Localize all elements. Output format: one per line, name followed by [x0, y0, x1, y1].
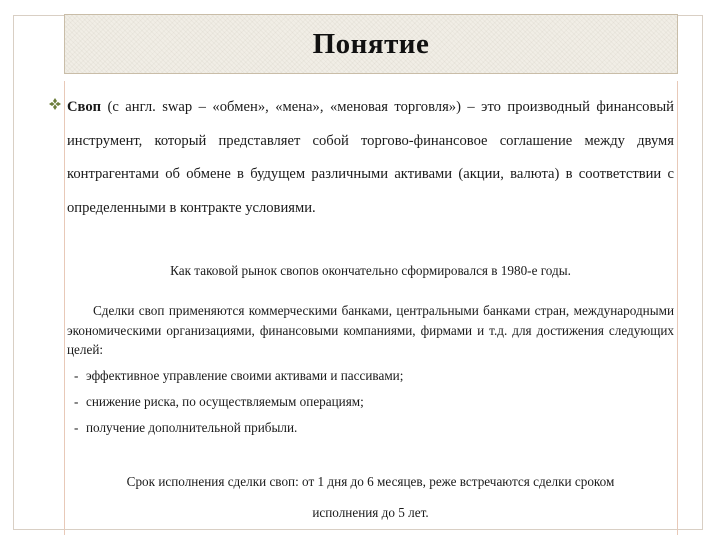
definition-text: (с англ. swap – «обмен», «мена», «меновая торговля») – это производный финансовый инструмент, который представляет собой торгово-финансовое соглашение между двумя контрагентами об обмене в будущем различными активами (акции, валюта) в соответствии с определенными в контракте условиями.: [67, 99, 674, 216]
diamond-bullet-icon: [48, 97, 62, 111]
list-item: - эффективное управление своими активами и пассивами;: [74, 368, 404, 383]
goal-text: получение дополнительной прибыли.: [86, 420, 298, 435]
term-line-2: исполнения до 5 лет.: [312, 505, 429, 520]
usage-paragraph: [67, 301, 674, 360]
list-item: - получение дополнительной прибыли.: [74, 420, 298, 435]
slide-title: Понятие: [312, 27, 430, 60]
usage-text: Сделки своп применяются коммерческими банками, центральными банками стран, международными экономическими организациями, финансовыми компаниями, фирмами и т.д. для достижения следующих целей:: [67, 303, 674, 357]
list-item: - снижение риска, по осуществляемым операциям;: [74, 394, 364, 409]
definition-term: Своп: [67, 99, 102, 115]
goal-text: снижение риска, по осуществляемым операциям;: [86, 394, 364, 409]
goals-list: [74, 366, 403, 444]
term-line-1: Срок исполнения сделки своп: от 1 дня до 6 месяцев, реже встречаются сделки сроком: [126, 474, 615, 489]
market-note: Как таковой рынок свопов окончательно сформировался в 1980-е годы.: [170, 263, 571, 278]
definition-paragraph: [67, 91, 674, 225]
goal-text: эффективное управление своими активами и пассивами;: [86, 368, 404, 383]
title-box: [64, 14, 678, 74]
